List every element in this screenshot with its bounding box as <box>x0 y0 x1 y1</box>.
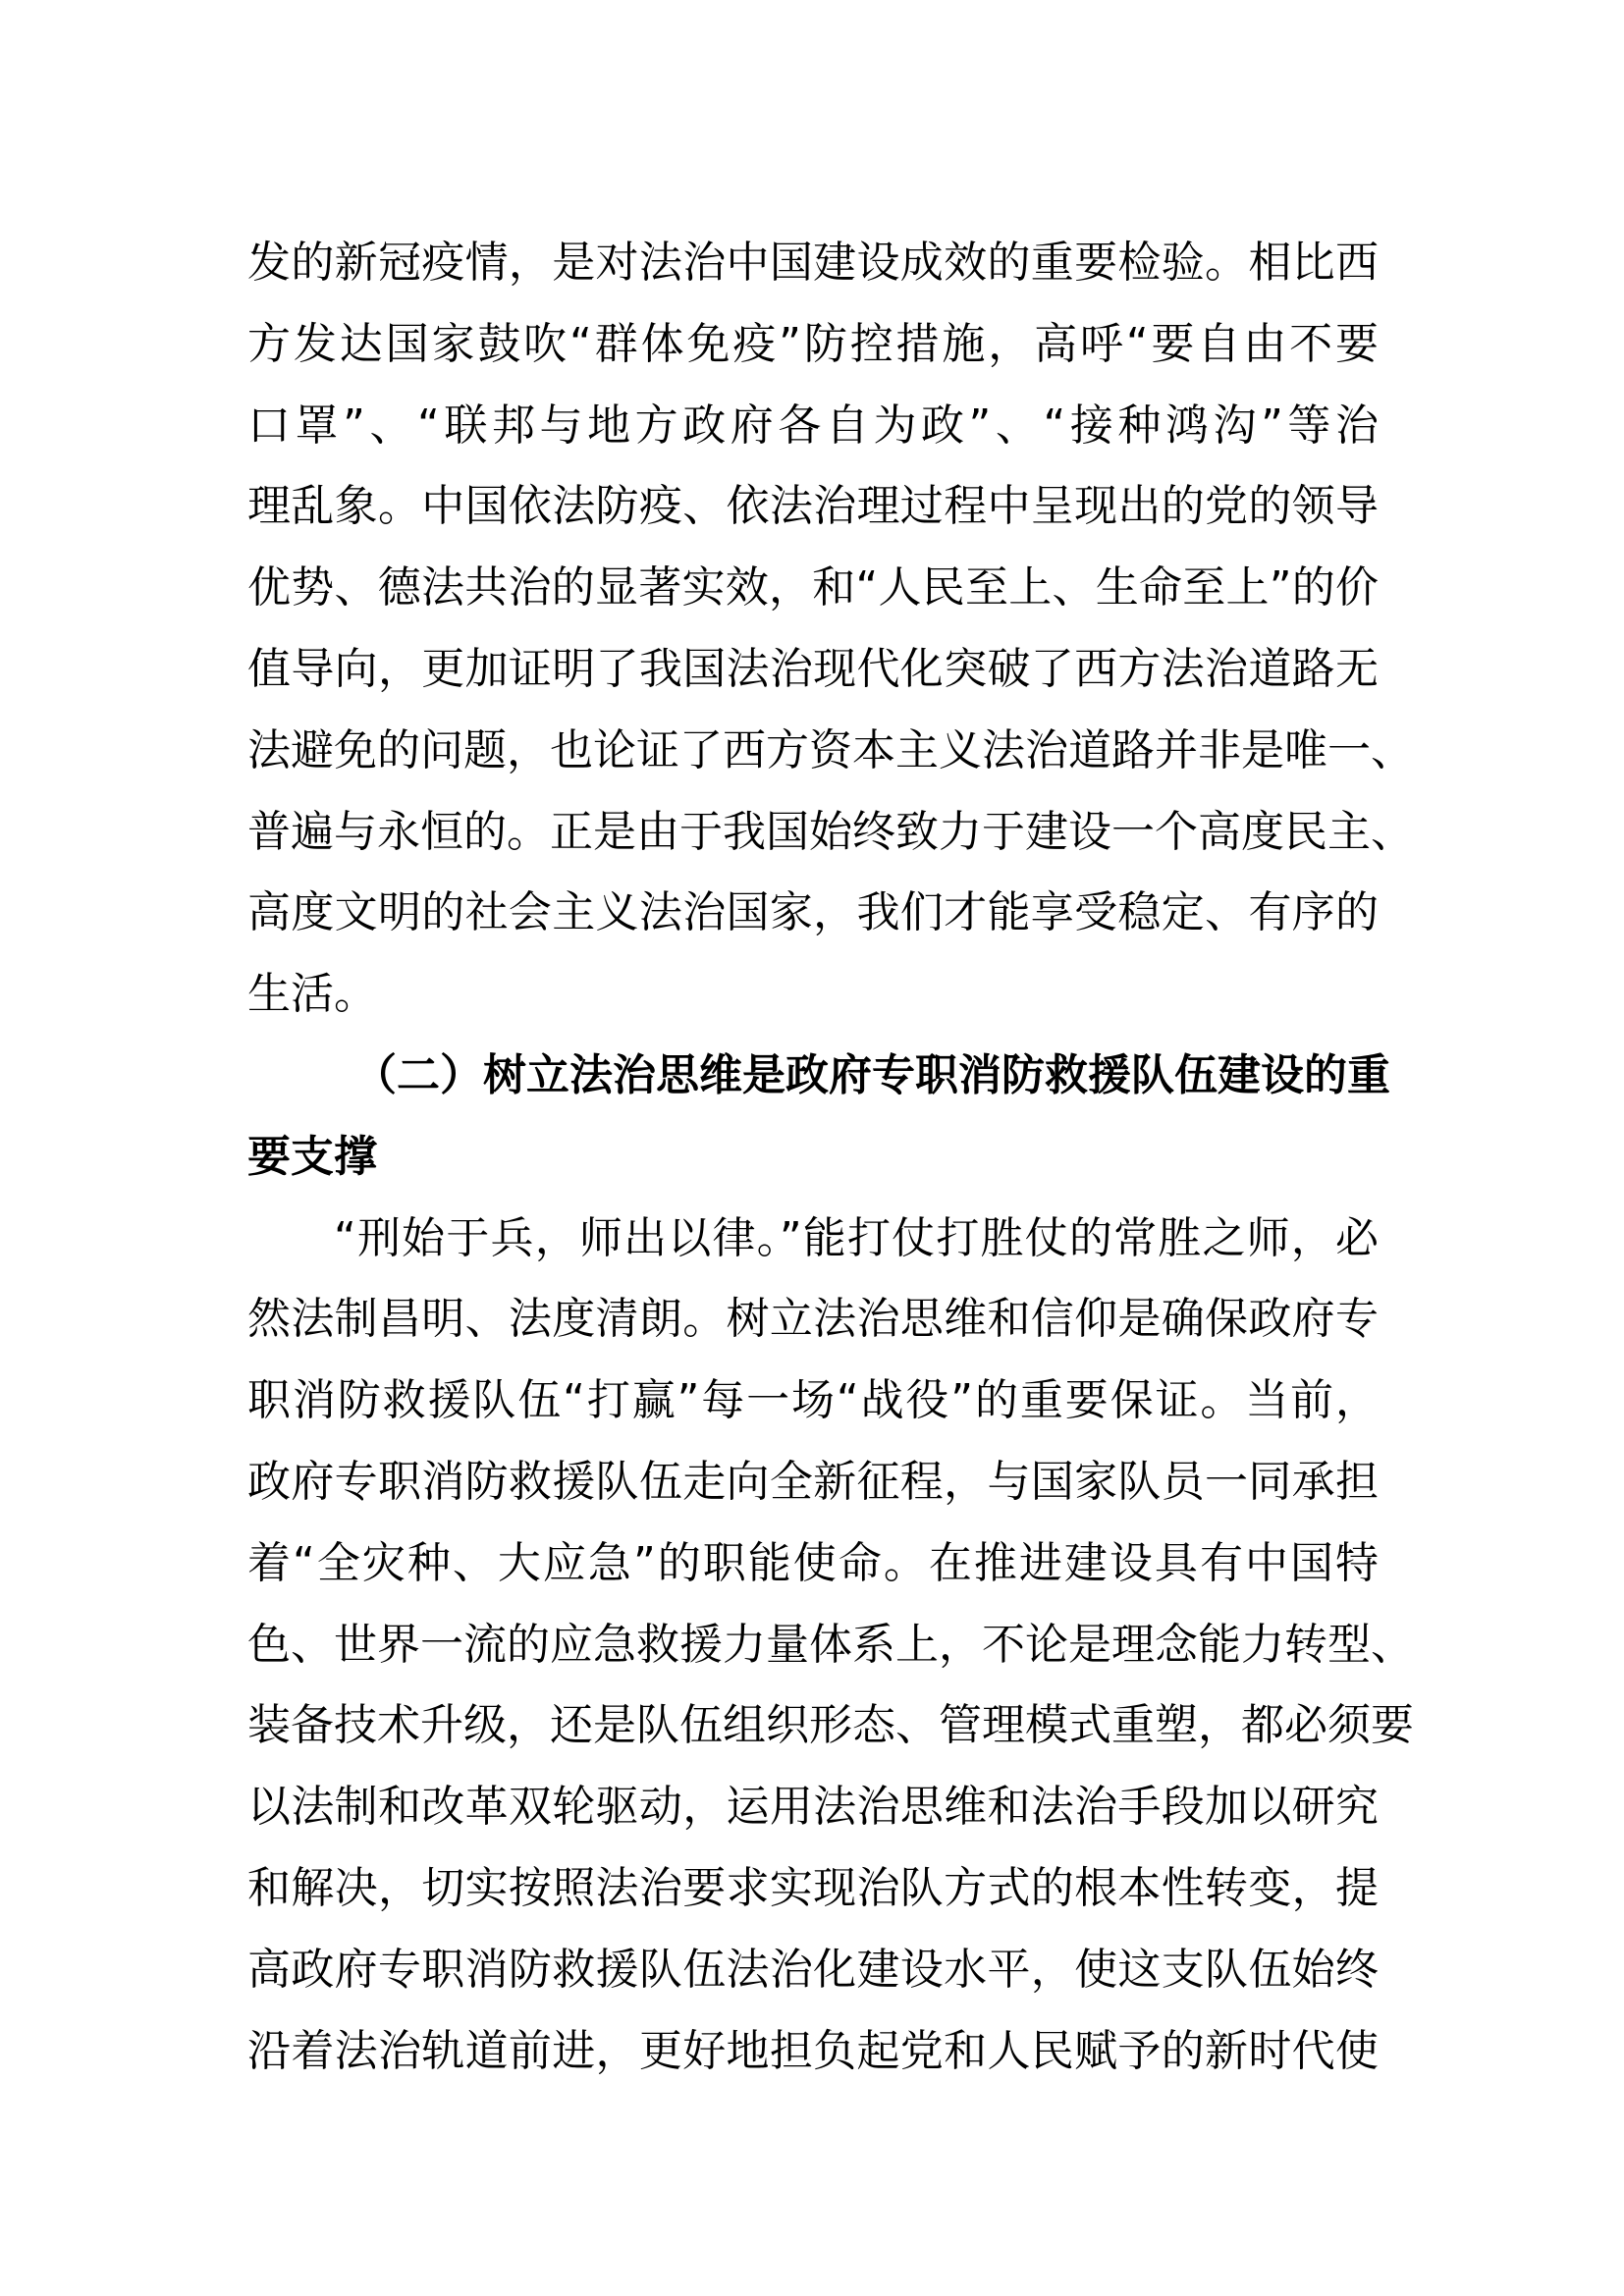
text-line: “刑始于兵，师出以律。”能打仗打胜仗的常胜之师，必 <box>334 1212 1379 1263</box>
heading-line: （二）树立法治思维是政府专职消防救援队伍建设的重 <box>353 1049 1390 1100</box>
text-line: 着“全灾种、大应急”的职能使命。在推进建设具有中国特 <box>247 1537 1379 1588</box>
text-line: 和解决，切实按照法治要求实现治队方式的根本性转变，提 <box>247 1862 1379 1913</box>
section-heading <box>247 1036 1390 1199</box>
body-paragraph <box>247 1199 1414 2093</box>
text-line: 理乱象。中国依法防疫、依法治理过程中呈现出的党的领导 <box>247 481 1379 532</box>
text-line: 口罩”、“联邦与地方政府各自为政”、“接种鸿沟”等治 <box>247 400 1379 451</box>
text-line: 政府专职消防救援队伍走向全新征程，与国家队员一同承担 <box>247 1456 1379 1507</box>
text-line: 以法制和改革双轮驱动，运用法治思维和法治手段加以研究 <box>247 1782 1379 1833</box>
text-line: 值导向，更加证明了我国法治现代化突破了西方法治道路无 <box>247 643 1379 694</box>
text-line: 普遍与永恒的。正是由于我国始终致力于建设一个高度民主、 <box>247 806 1414 857</box>
text-line: 装备技术升级，还是队伍组织形态、管理模式重塑，都必须要 <box>247 1700 1414 1751</box>
text-line: 法避免的问题，也论证了西方资本主义法治道路并非是唯一、 <box>247 724 1414 775</box>
text-line: 优势、德法共治的显著实效，和“人民至上、生命至上”的价 <box>247 562 1379 614</box>
text-line: 职消防救援队伍“打赢”每一场“战役”的重要保证。当前， <box>247 1375 1379 1426</box>
body-paragraph-continuation <box>247 223 1414 1036</box>
text-line: 高政府专职消防救援队伍法治化建设水平，使这支队伍始终 <box>247 1944 1379 1995</box>
heading-line: 要支撑 <box>247 1131 377 1182</box>
document-page <box>247 223 1414 2092</box>
text-line: 方发达国家鼓吹“群体免疫”防控措施，高呼“要自由不要 <box>247 318 1379 369</box>
text-line: 沿着法治轨道前进，更好地担负起党和人民赋予的新时代使 <box>247 2025 1379 2076</box>
text-line: 色、世界一流的应急救援力量体系上，不论是理念能力转型、 <box>247 1619 1414 1670</box>
text-line: 高度文明的社会主义法治国家，我们才能享受稳定、有序的 <box>247 887 1379 938</box>
text-line: 发的新冠疫情，是对法治中国建设成效的重要检验。相比西 <box>247 238 1379 288</box>
text-line: 然法制昌明、法度清朗。树立法治思维和信仰是确保政府专 <box>247 1294 1379 1345</box>
text-line: 生活。 <box>247 969 377 1020</box>
